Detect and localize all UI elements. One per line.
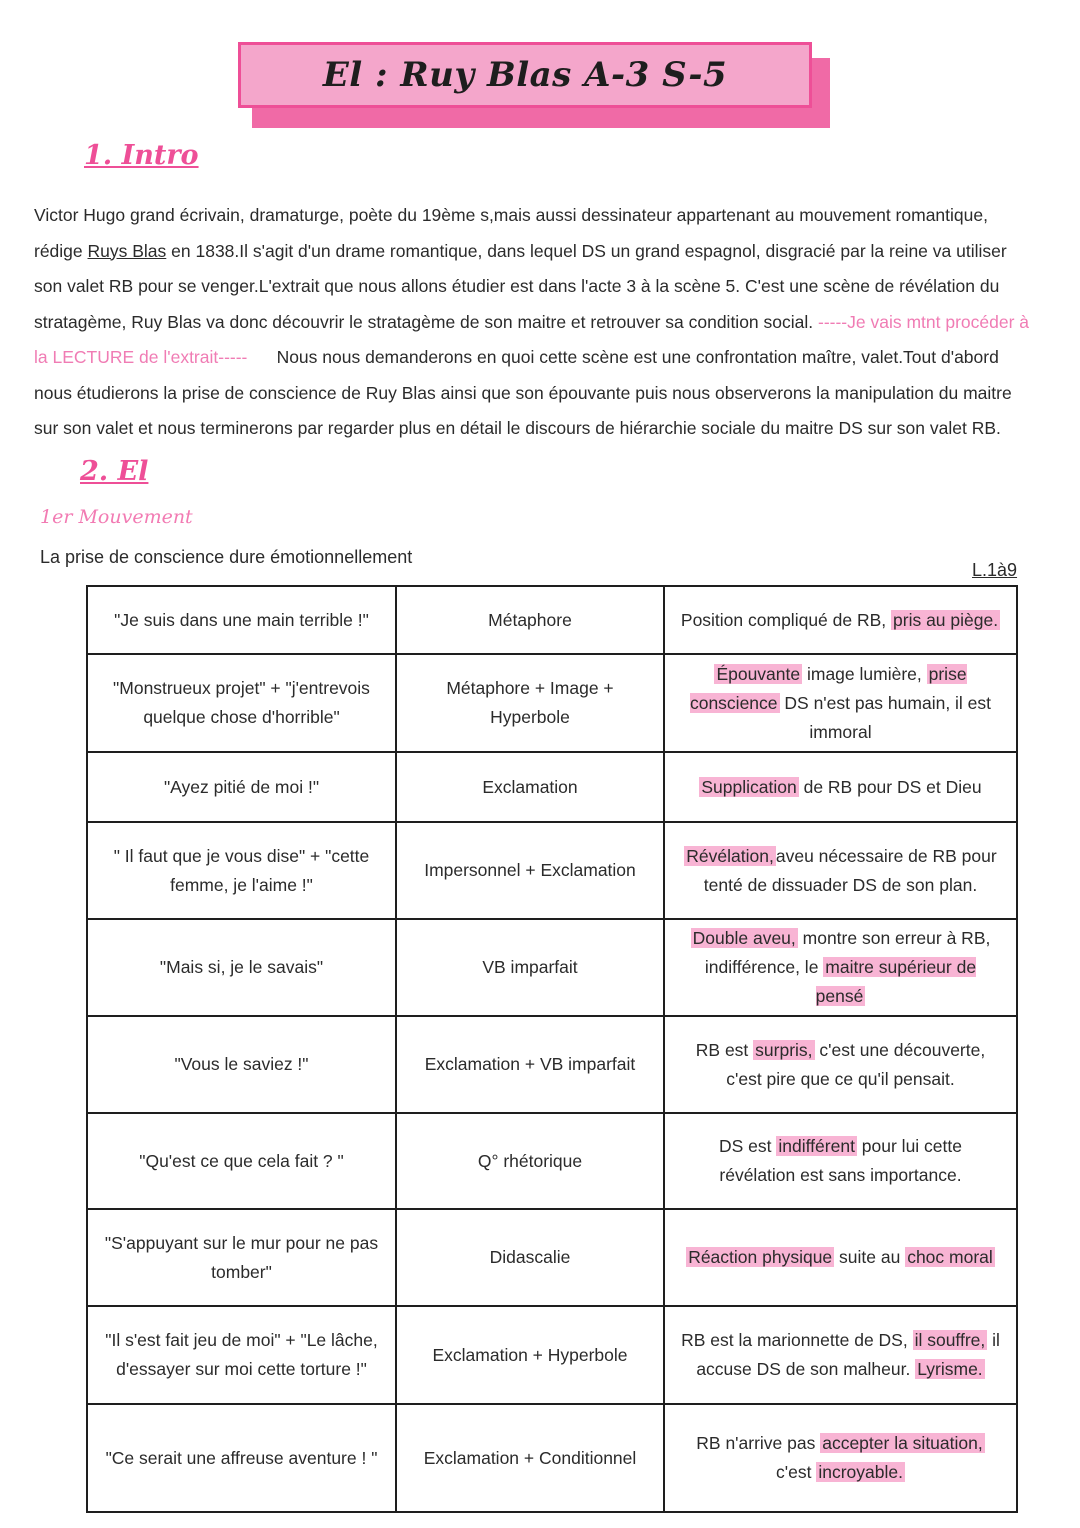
movement-label: 1er Mouvement	[40, 506, 193, 528]
table-row	[87, 752, 1017, 822]
highlighted-text: Révélation,	[686, 845, 774, 866]
highlighted-text: Supplication	[701, 776, 797, 797]
highlighted-text: Double aveu,	[692, 928, 796, 948]
movement-subtitle: La prise de conscience dure émotionnellement	[40, 547, 413, 567]
highlighted-text: indifférent	[778, 1136, 855, 1156]
analysis-text: DS est	[719, 1136, 777, 1156]
quote-cell: "Il s'est fait jeu de moi" + "Le lâche, d'essayer sur moi cette torture !"	[87, 1306, 396, 1404]
table-row	[87, 586, 1017, 654]
figure-cell: Exclamation	[396, 752, 664, 822]
analysis-text: RB est	[695, 1039, 754, 1060]
figure-cell: VB imparfait	[396, 919, 664, 1016]
intro-heading: 1. Intro	[84, 140, 199, 171]
analysis-text: RB est la marionnette de DS,	[681, 1330, 913, 1350]
analysis-cell	[664, 752, 1017, 822]
figure-cell: Exclamation + Hyperbole	[396, 1306, 664, 1404]
highlighted-text: Épouvante	[716, 663, 801, 684]
analysis-text: image lumière,	[802, 663, 927, 684]
analysis-cell	[664, 1209, 1017, 1306]
figure-cell: Métaphore + Image + Hyperbole	[396, 654, 664, 752]
analysis-cell	[664, 1113, 1017, 1209]
analysis-text: il accuse DS de son malheur.	[696, 1330, 1000, 1379]
book-title: Ruys Blas	[87, 240, 167, 261]
analysis-text: de RB pour DS et Dieu	[798, 776, 982, 797]
analysis-text: Position compliqué de RB,	[680, 609, 892, 630]
analysis-text: pour lui cette révélation est sans importance.	[719, 1136, 962, 1185]
analysis-text: RB n'arrive pas	[696, 1433, 821, 1453]
analysis-text: aveu nécessaire de RB pour tenté de dissuader DS de son plan.	[703, 845, 997, 895]
highlighted-text: maitre supérieur de pensé	[815, 957, 977, 1006]
figure-cell: Impersonnel + Exclamation	[396, 822, 664, 919]
table-row	[87, 654, 1017, 752]
reading-note: -----Je vais mtnt procéder à la LECTURE de l'extrait-----	[34, 311, 1030, 367]
quote-cell: "Mais si, je le savais"	[87, 919, 396, 1016]
table-row	[87, 822, 1017, 919]
intro-text-1: Victor Hugo grand écrivain, dramaturge, poète du 19ème s,mais aussi dessinateur appartenant au mouvement romantique, rédige	[34, 205, 988, 261]
highlighted-text: choc moral	[907, 1247, 993, 1267]
figure-cell: Métaphore	[396, 586, 664, 654]
analysis-table-body	[87, 586, 1017, 1512]
quote-cell: " Il faut que je vous dise" + "cette femme, je l'aime !"	[87, 822, 396, 919]
figure-cell: Didascalie	[396, 1209, 664, 1306]
quote-cell: "Monstrueux projet" + "j'entrevois quelque chose d'horrible"	[87, 654, 396, 752]
analysis-cell	[664, 919, 1017, 1016]
title-box	[238, 42, 812, 108]
table-row	[87, 1113, 1017, 1209]
analysis-text: c'est	[776, 1462, 817, 1482]
quote-cell: "Ayez pitié de moi !"	[87, 752, 396, 822]
analysis-text: montre son erreur à RB, indifférence, le	[704, 928, 991, 977]
el-heading: 2. El	[80, 456, 149, 487]
table-row	[87, 1404, 1017, 1512]
quote-cell: "Vous le saviez !"	[87, 1016, 396, 1113]
intro-text-3: Nous nous demanderons en quoi cette scène est une confrontation maître, valet.Tout d'abord nous étudierons la prise de conscience de Ruy Blas ainsi que son épouvante puis nous observerons la manipulation du maitre sur son valet et nous terminerons par regarder plus en détail le discours de hiérarchie sociale du maitre DS sur son valet RB.	[34, 347, 1017, 438]
intro-text-2: en 1838.Il s'agit d'un drame romantique, dans lequel DS un grand espagnol, disgracié par la reine va utiliser son valet RB pour se venger.L'extrait que nous allons étudier est dans l'acte 3 à la scène 5. C'est une scène de révélation du stratagème, Ruy Blas va donc découvrir le stratagème de son maitre et retrouver sa condition social.	[34, 240, 1007, 332]
analysis-cell	[664, 1016, 1017, 1113]
intro-paragraph	[34, 198, 1034, 447]
analysis-cell	[664, 822, 1017, 919]
page-title: El : Ruy Blas A-3 S-5	[322, 55, 728, 95]
highlighted-text: surpris,	[755, 1039, 813, 1060]
analysis-cell	[664, 586, 1017, 654]
title-banner	[238, 42, 830, 130]
analysis-text: c'est une découverte, c'est pire que ce qu'il pensait.	[726, 1039, 986, 1089]
highlighted-text: accepter la situation,	[822, 1433, 983, 1453]
highlighted-text: Réaction physique	[688, 1247, 833, 1267]
analysis-text: suite au	[834, 1247, 906, 1267]
highlighted-text: Lyrisme.	[917, 1359, 983, 1379]
analysis-cell	[664, 1404, 1017, 1512]
quote-cell: "Qu'est ce que cela fait ? "	[87, 1113, 396, 1209]
highlighted-text: pris au piège.	[893, 609, 999, 630]
analysis-cell	[664, 654, 1017, 752]
table-row	[87, 1209, 1017, 1306]
highlighted-text: il souffre,	[914, 1330, 986, 1350]
analysis-table	[86, 585, 1018, 1513]
lines-reference: L.1à9	[972, 560, 1018, 580]
table-row	[87, 1306, 1017, 1404]
table-row	[87, 1016, 1017, 1113]
highlighted-text: incroyable.	[818, 1462, 903, 1482]
table-row	[87, 919, 1017, 1016]
quote-cell: "S'appuyant sur le mur pour ne pas tomber"	[87, 1209, 396, 1306]
quote-cell: "Ce serait une affreuse aventure ! "	[87, 1404, 396, 1512]
highlighted-text: prise conscience	[689, 663, 967, 713]
figure-cell: Exclamation + VB imparfait	[396, 1016, 664, 1113]
figure-cell: Q° rhétorique	[396, 1113, 664, 1209]
figure-cell: Exclamation + Conditionnel	[396, 1404, 664, 1512]
analysis-cell	[664, 1306, 1017, 1404]
quote-cell: "Je suis dans une main terrible !"	[87, 586, 396, 654]
analysis-text: DS n'est pas humain, il est immoral	[779, 692, 992, 742]
